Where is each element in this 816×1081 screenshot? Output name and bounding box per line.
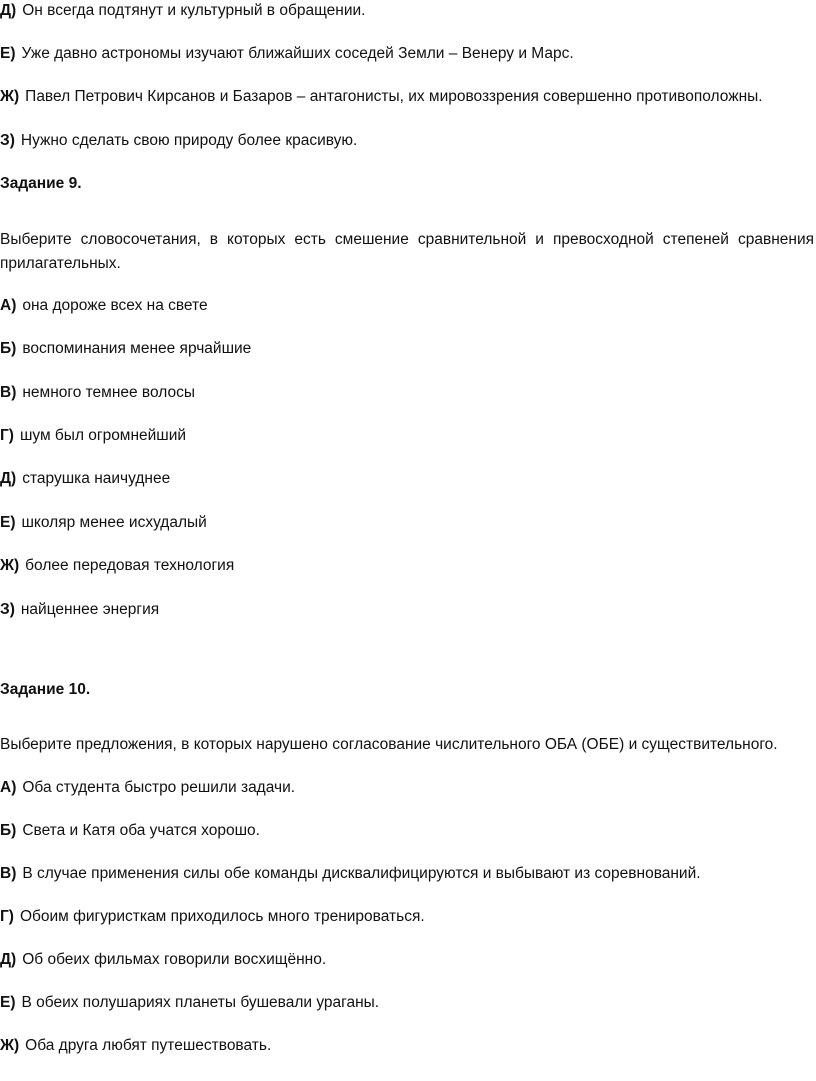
option-label: А)	[0, 297, 17, 314]
task9-heading: Задание 9.	[0, 175, 82, 192]
option-text: более передовая технология	[25, 557, 235, 574]
task9-option	[0, 426, 186, 446]
option-text: Нужно сделать свою природу более красивую.	[20, 132, 358, 149]
option-text: воспоминания менее ярчайшие	[22, 340, 252, 357]
task10-option	[0, 778, 295, 798]
task10-instruction: Выберите предложения, в которых нарушено согласование числительного ОБА (ОБЕ) и существительного.	[0, 736, 778, 753]
option-label: З)	[0, 132, 15, 149]
task10-heading: Задание 10.	[0, 681, 91, 698]
option-label: Г)	[0, 908, 14, 925]
task9-option	[0, 513, 207, 533]
option-label: З)	[0, 601, 15, 618]
option-label: Е)	[0, 45, 16, 62]
option-label: Ж)	[0, 1037, 20, 1054]
option-text: Павел Петрович Кирсанов и Базаров – антагонисты, их мировоззрения совершенно противоположны.	[25, 88, 763, 105]
task10-option	[0, 950, 326, 970]
task9-option	[0, 600, 159, 620]
option-text: она дороже всех на свете	[22, 297, 208, 314]
option-label: Е)	[0, 514, 16, 531]
option-line	[0, 44, 574, 64]
option-label: В)	[0, 384, 17, 401]
option-line	[0, 131, 357, 151]
task10-option	[0, 907, 425, 927]
task10-option	[0, 864, 701, 884]
task9-option	[0, 556, 234, 576]
option-text: В обеих полушариях планеты бушевали ураганы.	[21, 994, 380, 1011]
option-label: Б)	[0, 822, 17, 839]
task9-option	[0, 383, 195, 403]
task9-option	[0, 296, 208, 316]
option-text: Оба друга любят путешествовать.	[25, 1037, 272, 1054]
task10-option	[0, 821, 260, 841]
task9-instruction: Выберите словосочетания, в которых есть смешение сравнительной и превосходной степеней сравнения прилагательных.	[0, 231, 814, 272]
option-text: Уже давно астрономы изучают ближайших соседей Земли – Венеру и Марс.	[21, 45, 574, 62]
option-text: найценнее энергия	[20, 601, 160, 618]
task9-option	[0, 469, 170, 489]
option-text: Обоим фигуристкам приходилось много тренироваться.	[19, 908, 425, 925]
option-label: Ж)	[0, 88, 20, 105]
option-label: В)	[0, 865, 17, 882]
task9-option	[0, 339, 251, 359]
option-text: Оба студента быстро решили задачи.	[22, 779, 296, 796]
option-label: Д)	[0, 2, 17, 19]
option-text: школяр менее исхудалый	[21, 514, 207, 531]
task10-option	[0, 1036, 271, 1056]
option-text: шум был огромнейший	[19, 427, 187, 444]
option-label: Б)	[0, 340, 17, 357]
option-text: старушка наичуднее	[22, 470, 171, 487]
option-label: Д)	[0, 470, 17, 487]
option-label: Г)	[0, 427, 14, 444]
option-label: Ж)	[0, 557, 20, 574]
option-label: Д)	[0, 951, 17, 968]
option-label: А)	[0, 779, 17, 796]
option-text: Он всегда подтянут и культурный в обращении.	[22, 2, 366, 19]
option-text: Об обеих фильмах говорили восхищённо.	[22, 951, 327, 968]
option-text: немного темнее волосы	[22, 384, 195, 401]
option-text: В случае применения силы обе команды дисквалифицируются и выбывают из соревнований.	[22, 865, 701, 882]
option-line	[0, 87, 763, 107]
option-label: Е)	[0, 994, 16, 1011]
option-line	[0, 1, 365, 21]
option-text: Света и Катя оба учатся хорошо.	[22, 822, 260, 839]
task10-option	[0, 993, 379, 1013]
